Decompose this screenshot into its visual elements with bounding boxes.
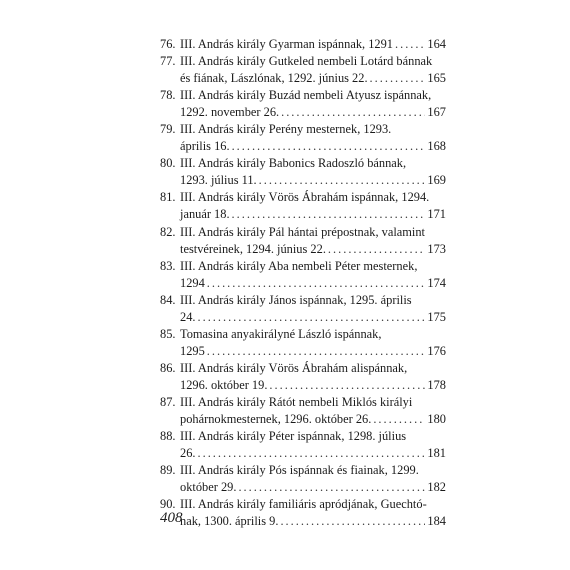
entry-title-text: III. András király Vörös Ábrahám ispánnak, 1294. xyxy=(180,190,430,205)
toc-entry xyxy=(160,53,446,87)
entry-line xyxy=(180,513,446,530)
entry-number: 90. xyxy=(160,497,176,512)
entry-title-text: 24. xyxy=(180,309,196,324)
entry-line xyxy=(180,377,446,394)
toc-entry xyxy=(160,258,446,292)
entry-line xyxy=(180,138,446,155)
toc-entry xyxy=(160,394,446,428)
entry-line xyxy=(180,87,446,104)
entry-title-text: III. András király Péter ispánnak, 1298. július xyxy=(180,429,407,444)
entry-line xyxy=(180,172,446,189)
dot-leader xyxy=(395,36,425,53)
toc-entry xyxy=(160,462,446,496)
entry-title-text: október 29. xyxy=(180,480,237,495)
entry-number: 89. xyxy=(160,463,176,478)
entry-title-text: III. András király familiáris apródjának, Guechtó- xyxy=(180,497,427,512)
entry-page-number: 176 xyxy=(427,343,446,358)
entry-number: 84. xyxy=(160,292,176,307)
dot-leader xyxy=(281,104,425,121)
entry-title-text: január 18. xyxy=(180,207,230,222)
entry-line xyxy=(180,53,446,70)
toc-entry xyxy=(160,326,446,360)
dot-leader xyxy=(370,70,426,87)
entry-title-text: nak, 1300. április 9. xyxy=(180,514,279,529)
entry-line xyxy=(180,241,446,258)
entry-line xyxy=(180,104,446,121)
entry-page-number: 173 xyxy=(427,241,446,256)
toc-entry xyxy=(160,292,446,326)
entry-title-text: és fiának, Lászlónak, 1292. június 22. xyxy=(180,71,368,86)
dot-leader xyxy=(198,445,426,462)
toc-entry xyxy=(160,121,446,155)
entry-page-number: 180 xyxy=(427,412,446,427)
entry-number: 86. xyxy=(160,360,176,375)
entry-title-text: III. András király Babonics Radoszló bánnak, xyxy=(180,156,407,171)
entry-number: 76. xyxy=(160,37,176,51)
entry-page-number: 182 xyxy=(427,480,446,495)
entry-line xyxy=(180,155,446,172)
entry-title-text: 1294 xyxy=(180,275,205,290)
entry-line xyxy=(180,445,446,462)
entry-number: 77. xyxy=(160,54,176,69)
entry-line xyxy=(180,428,446,445)
entry-page-number: 178 xyxy=(427,377,446,392)
entry-title-text: III. András király Perény mesternek, 1293. xyxy=(180,122,392,137)
entry-line xyxy=(180,275,446,292)
entry-line xyxy=(180,479,446,496)
entry-number: 81. xyxy=(160,190,176,205)
entry-title-text: III. András király Buzád nembeli Atyusz ispánnak, xyxy=(180,88,432,103)
entry-title-text: testvéreinek, 1294. június 22. xyxy=(180,241,326,256)
entry-page-number: 167 xyxy=(427,105,446,120)
page-number: 408 xyxy=(160,510,183,526)
entry-title-text: III. András király Gutkeled nembeli Lotárd bánnak xyxy=(180,54,433,69)
entry-number: 87. xyxy=(160,394,176,409)
entry-line xyxy=(180,292,446,309)
entry-page-number: 175 xyxy=(427,309,446,324)
entry-title-text: III. András király Pós ispánnak és fiainak, 1299. xyxy=(180,463,419,478)
entry-title-text: 1296. október 19. xyxy=(180,377,268,392)
entry-line xyxy=(180,206,446,223)
entry-title-text: III. András király Pál hántai prépostnak, valamint xyxy=(180,224,425,239)
entry-line xyxy=(180,189,446,206)
entry-page-number: 169 xyxy=(427,173,446,188)
entry-line xyxy=(180,224,446,241)
entry-number: 79. xyxy=(160,122,176,137)
entry-title-text: 1295 xyxy=(180,343,205,358)
entry-title-text: 1292. november 26. xyxy=(180,105,280,120)
entry-page-number: 181 xyxy=(427,446,446,461)
entry-line xyxy=(180,36,446,53)
entry-line xyxy=(180,462,446,479)
entry-title-text: 26. xyxy=(180,446,196,461)
entry-page-number: 168 xyxy=(427,139,446,154)
dot-leader xyxy=(280,513,425,530)
toc-entry xyxy=(160,224,446,258)
toc-entry xyxy=(160,189,446,223)
entry-number: 83. xyxy=(160,258,176,273)
toc-entry xyxy=(160,360,446,394)
entry-number: 80. xyxy=(160,156,176,171)
entry-title-text: III. András király János ispánnak, 1295. április xyxy=(180,292,412,307)
entry-title-text: III. András király Aba nembeli Péter mesternek, xyxy=(180,258,418,273)
dot-leader xyxy=(269,377,425,394)
table-of-contents xyxy=(160,36,446,530)
toc-entry xyxy=(160,155,446,189)
entry-page-number: 164 xyxy=(427,37,446,51)
dot-leader xyxy=(259,172,426,189)
entry-page-number: 171 xyxy=(427,207,446,222)
entry-line xyxy=(180,258,446,275)
entry-line xyxy=(180,343,446,360)
entry-title-text: III. András király Vörös Ábrahám alispánnak, xyxy=(180,360,408,375)
toc-entry xyxy=(160,87,446,121)
entry-number: 82. xyxy=(160,224,176,239)
toc-entry xyxy=(160,428,446,462)
entry-line xyxy=(180,394,446,411)
entry-title-text: pohárnokmesternek, 1296. október 26. xyxy=(180,412,372,427)
dot-leader xyxy=(232,206,426,223)
entry-line xyxy=(180,360,446,377)
dot-leader xyxy=(207,343,426,360)
entry-number: 85. xyxy=(160,326,176,341)
entry-number: 88. xyxy=(160,429,176,444)
entry-page-number: 184 xyxy=(427,514,446,529)
dot-leader xyxy=(207,275,426,292)
entry-line xyxy=(180,411,446,428)
entry-line xyxy=(180,70,446,87)
entry-page-number: 174 xyxy=(427,275,446,290)
dot-leader xyxy=(232,138,426,155)
toc-entry xyxy=(160,36,446,53)
dot-leader xyxy=(373,411,425,428)
entry-title-text: Tomasina anyakirályné László ispánnak, xyxy=(180,326,382,341)
entry-line xyxy=(180,326,446,343)
entry-title-text: április 16. xyxy=(180,139,230,154)
dot-leader xyxy=(238,479,425,496)
entry-line xyxy=(180,496,446,513)
dot-leader xyxy=(198,309,426,326)
entry-number: 78. xyxy=(160,88,176,103)
entry-line xyxy=(180,309,446,326)
entry-title-text: III. András király Rátót nembeli Miklós királyi xyxy=(180,394,413,409)
dot-leader xyxy=(328,241,425,258)
toc-entry xyxy=(160,496,446,530)
entry-title-text: III. András király Gyarman ispánnak, 1291 xyxy=(180,37,393,51)
entry-page-number: 165 xyxy=(427,71,446,86)
entry-line xyxy=(180,121,446,138)
entry-title-text: 1293. július 11. xyxy=(180,173,257,188)
